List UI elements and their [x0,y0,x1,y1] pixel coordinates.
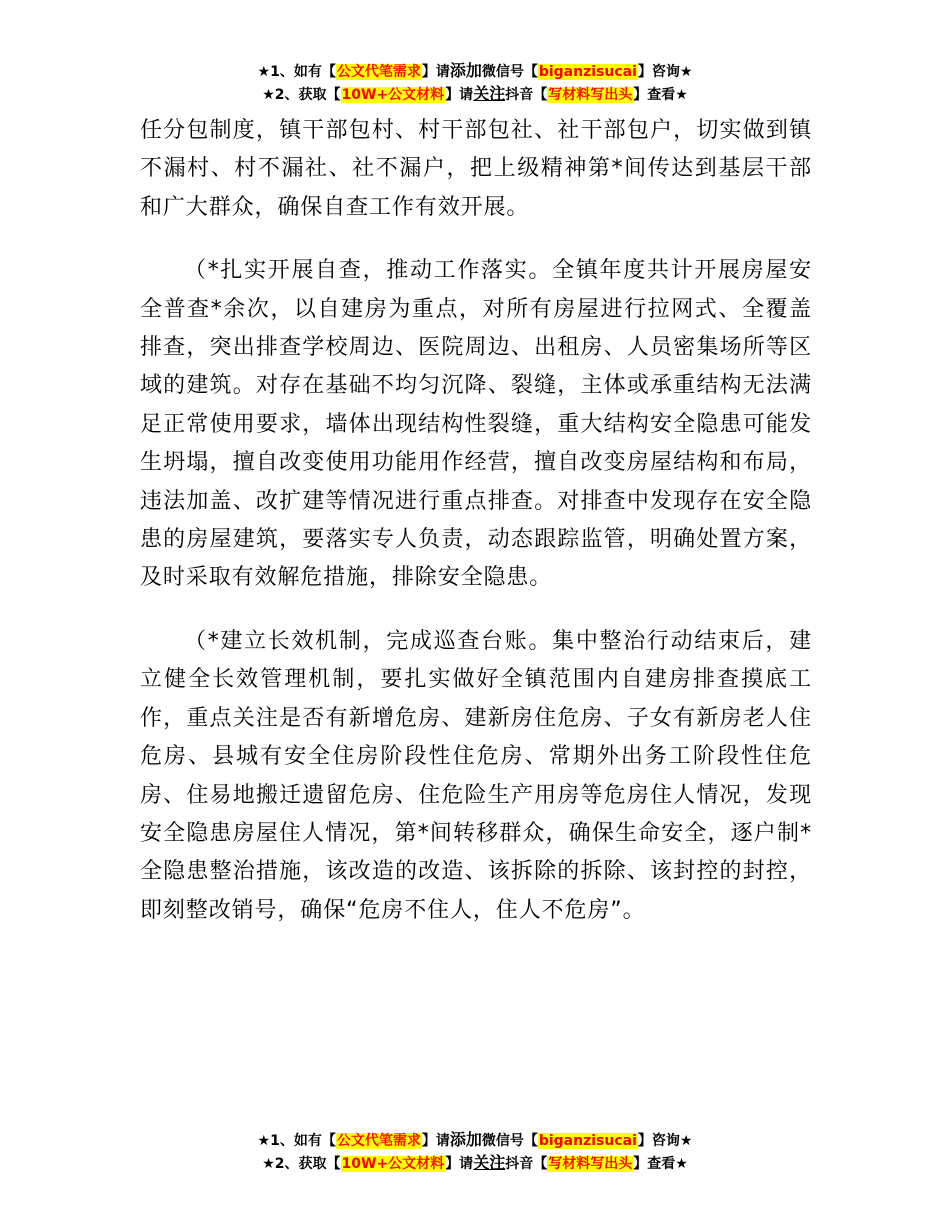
banner-text: 】请 [445,1156,474,1172]
banner-text: 抖音【 [505,1156,548,1172]
banner-text: 】咨询★ [637,1133,693,1149]
banner-highlight: 10W+公文材料 [341,1156,445,1172]
banner-text: ★1、如有【 [257,64,336,80]
banner-highlight: 公文代笔需求 [336,64,421,80]
banner-text-emphasis: 添加 [449,1130,482,1149]
banner-text: 】查看★ [633,1156,688,1172]
banner-text-emphasis: 关注 [473,1153,506,1172]
banner-line-1 [0,1129,950,1152]
banner-line-2 [0,1152,950,1175]
paragraph-gap [140,598,812,623]
banner-text: 微信号【 [481,1133,538,1149]
banner-text: 】请 [421,64,450,80]
footer-banner [0,1129,950,1175]
banner-text: ★2、获取【 [262,1156,341,1172]
banner-highlight: biganzisucai [538,1133,637,1149]
banner-text: ★2、获取【 [262,87,341,103]
paragraph-2: （*扎实开展自查，推动工作落实。全镇年度共计开展房屋安全普查*余次，以自建房为重点，对所有房屋进行拉网式、全覆盖排查，突出排查学校周边、医院周边、出租房、人员密集场所等区域的建筑。对存在基础不均匀沉降、裂缝，主体或承重结构无法满足正常使用要求，墙体出现结构性裂缝，重大结构安全隐患可能发生坍塌，擅自改变使用功能用作经营，擅自改变房屋结构和布局，违法加盖、改扩建等情况进行重点排查。对排查中发现存在安全隐患的房屋建筑，要落实专人负责，动态跟踪监管，明确处置方案，及时采取有效解危措施，排除安全隐患。 [140,258,812,591]
banner-text: 抖音【 [505,87,548,103]
paragraph-3: （*建立长效机制，完成巡查台账。集中整治行动结束后，建立健全长效管理机制，要扎实做好全镇范围内自建房排查摸底工作，重点关注是否有新增危房、建新房住危房、子女有新房老人住危房、县城有安全住房阶段性住危房、常期外出务工阶段性住危房、住易地搬迁遗留危房、住危险生产用房等危房住人情况，发现安全隐患房屋住人情况，第*间转移群众，确保生命安全，逐户制*全隐患整治措施，该改造的改造、该拆除的拆除、该封控的封控，即刻整改销号，确保“危房不住人，住人不危房”。 [140,628,812,923]
banner-line-1 [0,60,950,83]
banner-text: 】查看★ [633,87,688,103]
banner-text: 微信号【 [481,64,538,80]
banner-text-emphasis: 添加 [449,61,482,80]
document-body [140,112,812,930]
banner-line-2 [0,83,950,106]
banner-highlight: 写材料写出头 [548,1156,633,1172]
banner-text: 】咨询★ [637,64,693,80]
paragraph-1: 任分包制度，镇干部包村、村干部包社、社干部包户，切实做到镇不漏村、村不漏社、社不漏户，把上级精神第*间传达到基层干部和广大群众，确保自查工作有效开展。 [140,118,812,220]
banner-highlight: 写材料写出头 [548,87,633,103]
banner-highlight: 10W+公文材料 [341,87,445,103]
banner-text: ★1、如有【 [257,1133,336,1149]
banner-text-emphasis: 关注 [473,84,506,103]
header-banner [0,60,950,106]
banner-text: 】请 [445,87,474,103]
banner-highlight: biganzisucai [538,64,637,80]
paragraph-gap [140,227,812,252]
banner-highlight: 公文代笔需求 [336,1133,421,1149]
banner-text: 】请 [421,1133,450,1149]
